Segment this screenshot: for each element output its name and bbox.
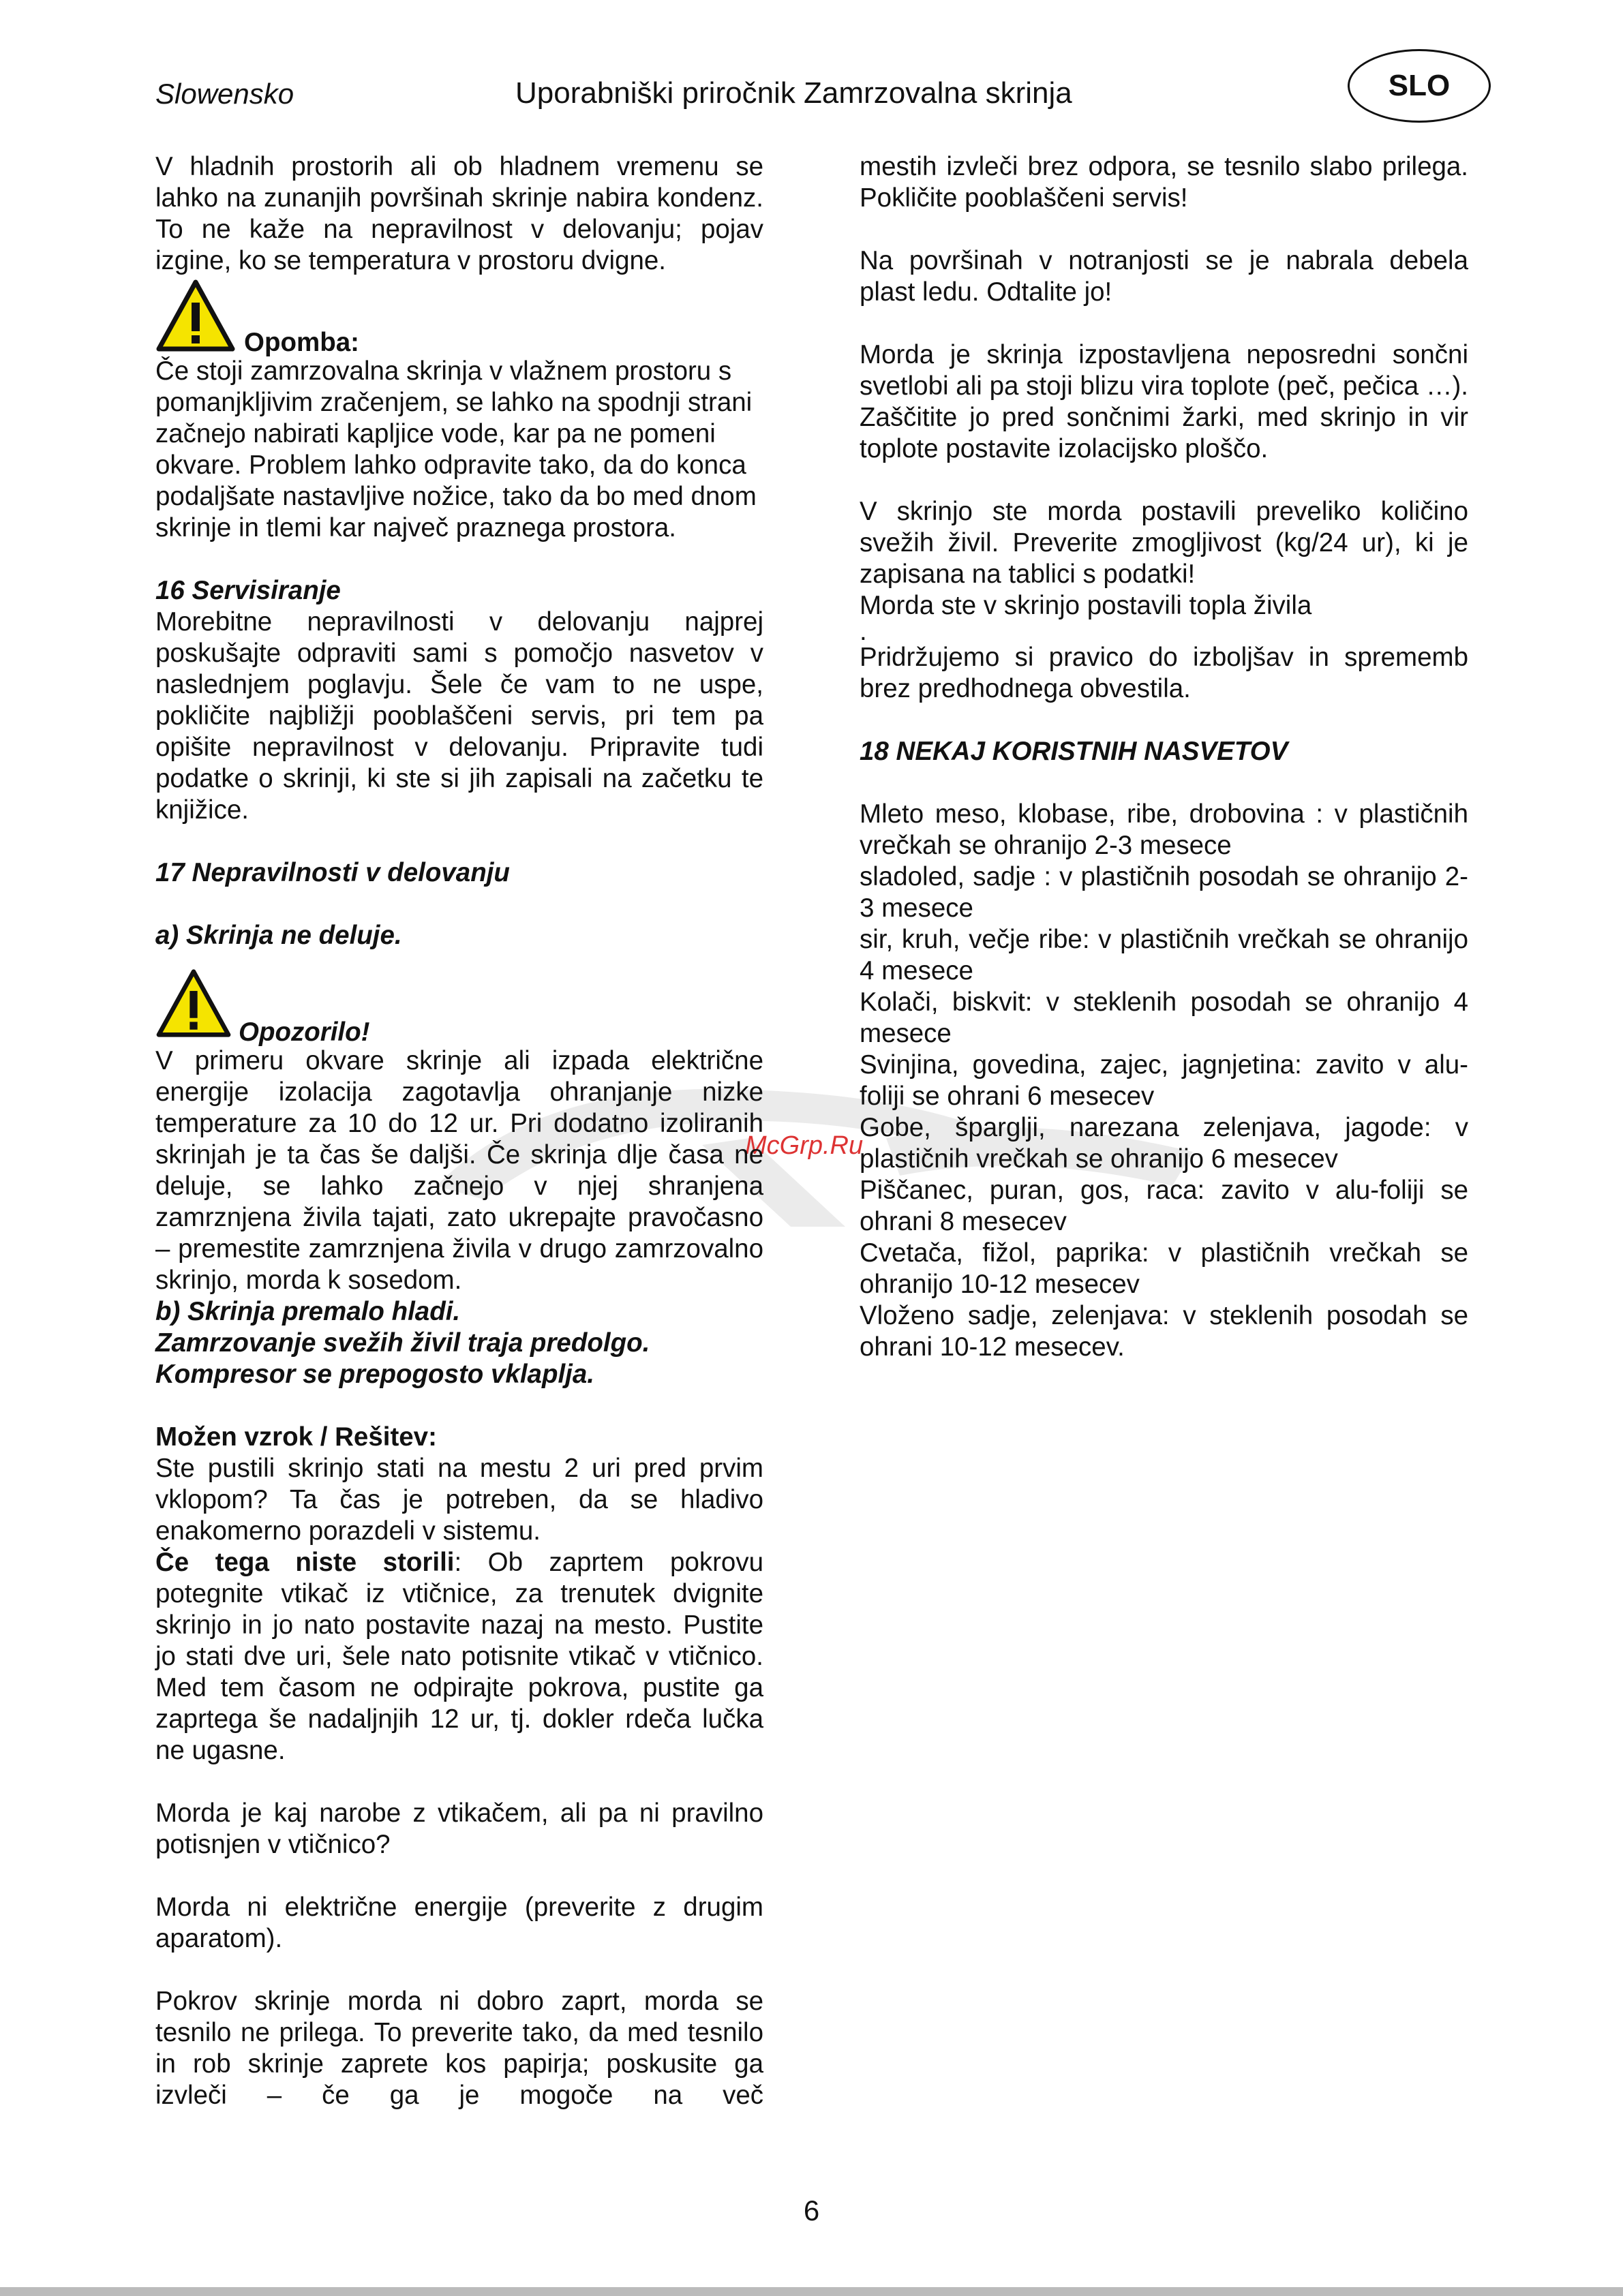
footer-bar [0,2287,1623,2296]
cause-4: Pokrov skrinje morda ni dobro zaprt, morda se tesnilo ne prilega. To preverite tako, da med tesnilo in rob skrinje zaprete kos papirja; poskusite ga izvleči – če ga je mogoče na več [155,1987,763,2110]
section-17b-title-1: b) Skrinja premalo hladi. [155,1297,461,1326]
language-badge [1348,49,1491,123]
cause-1b [155,1547,763,1766]
left-column [155,151,763,2111]
section-16-text: Morebitne nepravilnosti v delovanju najprej poskušajte odpraviti sami s pomočjo nasvetov v naslednjem poglavju. Šele če vam to ne uspe, pokličite najbližji pooblaščeni servis, pri tem pa opišite nepravilnost v delovanju. Pripravite tudi podatke o skrinji, ki ste si jih zapisali na začetku te knjižice. [155,607,763,825]
tip-item: sladoled, sadje : v plastičnih posodah se ohranijo 2-3 mesece [860,862,1468,923]
dot-line: . [860,617,867,646]
language-badge-label: SLO [1388,69,1451,102]
ice-paragraph: Na površinah v notranjosti se je nabrala debela plast ledu. Odtalite jo! [860,246,1468,307]
warning-triangle-icon [155,968,232,1039]
section-17b-title-3: Kompresor se prepogosto vklaplja. [155,1360,594,1389]
section-17b-title-2: Zamrzovanje svežih živil traja predolgo. [155,1328,650,1358]
cause-title: Možen vzrok / Rešitev: [155,1422,437,1452]
warning-text: V primeru okvare skrinje ali izpada električne energije izolacija zagotavlja ohranjanje nizke temperature za 10 do 12 ur. Pri dodatno izoliranih skrinjah je ta čas še daljši. Če skrinja dlje časa ne deluje, se lahko začnejo v njej shranjena zamrznjena živila tajati, zato ukrepajte pravočasno – premestite zamrznjena živila v drugo zamrzovalno skrinjo, morda k sosedom. [155,1046,763,1295]
tip-item: sir, kruh, večje ribe: v plastičnih vrečkah se ohranijo 4 mesece [860,925,1468,985]
section-18-title: 18 NEKAJ KORISTNIH NASVETOV [860,737,1288,766]
cont-paragraph: mestih izvleči brez odpora, se tesnilo slabo prilega. Pokličite pooblaščeni servis! [860,152,1468,213]
cause-3: Morda ni električne energije (preverite z drugim aparatom). [155,1893,763,1953]
cause-2: Morda je kaj narobe z vtikačem, ali pa ni pravilno potisnjen v vtičnico? [155,1798,763,1859]
cause-1: Ste pustili skrinjo stati na mestu 2 uri pred prvim vklopom? Ta čas je potreben, da se hladivo enakomerno porazdeli v sistemu. [155,1454,763,1546]
tip-item: Gobe, špargljі, narezana zelenjava, jagode: v plastičnih vrečkah se ohranijo 6 mesecev [860,1113,1468,1174]
page-number: 6 [803,2194,820,2226]
warning-label: Opozorilo! [239,1017,370,1047]
section-16-title: 16 Servisiranje [155,576,341,605]
watermark-site: McGrp.Ru [745,1131,864,1160]
warm-food-paragraph: Morda ste v skrinjo postavili topla živila [860,591,1312,620]
tip-item: Vloženo sadje, zelenjava: v steklenih posodah se ohrani 10-12 mesecev. [860,1301,1468,1362]
tip-item: Mleto meso, klobase, ribe, drobovina : v plastičnih vrečkah se ohranijo 2-3 mesece [860,799,1468,860]
right-column [860,151,1468,1363]
warning-block [155,968,763,1045]
note-block [155,278,763,356]
note-text: Če stoji zamrzovalna skrinja v vlažnem prostoru s pomanjkljivim zračenjem, se lahko na spodnji strani začnejo nabirati kapljice vode, kar pa ne pomeni okvare. Problem lahko odpravite tako, da do konca podaljšate nastavljive nožice, tako da bo med dnom skrinje in tlemi kar največ praznega prostora. [155,356,757,542]
note-label: Opomba: [244,328,359,357]
section-17-title: 17 Nepravilnosti v delovanju [155,858,510,887]
overload-paragraph: V skrinjo ste morda postavili preveliko količino svežih živil. Preverite zmogljivost (kg/24 ur), ki je zapisana na tablici s podatki! [860,497,1468,589]
tip-item: Piščanec, puran, gos, raca: zavito v alu-foliji se ohrani 8 mesecev [860,1176,1468,1236]
intro-paragraph: V hladnih prostorih ali ob hladnem vremenu se lahko na zunanjih površinah skrinje nabira kondenz. To ne kaže na nepravilnost v delovanju; pojav izgine, ko se temperatura v prostoru dvigne. [155,152,763,275]
tip-item: Kolači, biskvit: v steklenih posodah se ohranijo 4 mesece [860,988,1468,1048]
header-language: Slowensko [155,78,294,110]
rights-paragraph: Pridržujemo si pravico do izboljšav in sprememb brez predhodnega obvestila. [860,643,1468,703]
cause-1b-bold: Če tega niste storili [155,1548,455,1577]
cause-1b-text: : Ob zaprtem pokrovu potegnite vtikač iz vtičnice, za trenutek dvignite skrinjo in jo nato postavite nazaj na mesto. Pustite jo stati dve uri, šele nato potisnite vtikač v vtičnico. Med tem časom ne odpirajte pokrova, pustite ga zaprtega še nadaljnjih 12 ur, tj. dokler rdeča lučka ne ugasne. [155,1548,763,1765]
header-title: Uporabniški priročnik Zamrzovalna skrinja [515,76,1072,110]
sun-paragraph: Morda je skrinja izpostavljena neposredni sončni svetlobi ali pa stoji blizu vira toplote (peč, pečica …). Zaščitite jo pred sončnimi žarki, med skrinjo in vir toplote postavite izolacijsko ploščo. [860,340,1468,463]
section-17a-title: a) Skrinja ne deluje. [155,921,402,950]
warning-triangle-icon [155,278,236,353]
tip-item: Svinjina, govedina, zajec, jagnjetina: zavito v alu-foliji se ohrani 6 mesecev [860,1050,1468,1111]
tip-item: Cvetača, fižol, paprika: v plastičnih vrečkah se ohranijo 10-12 mesecev [860,1238,1468,1299]
